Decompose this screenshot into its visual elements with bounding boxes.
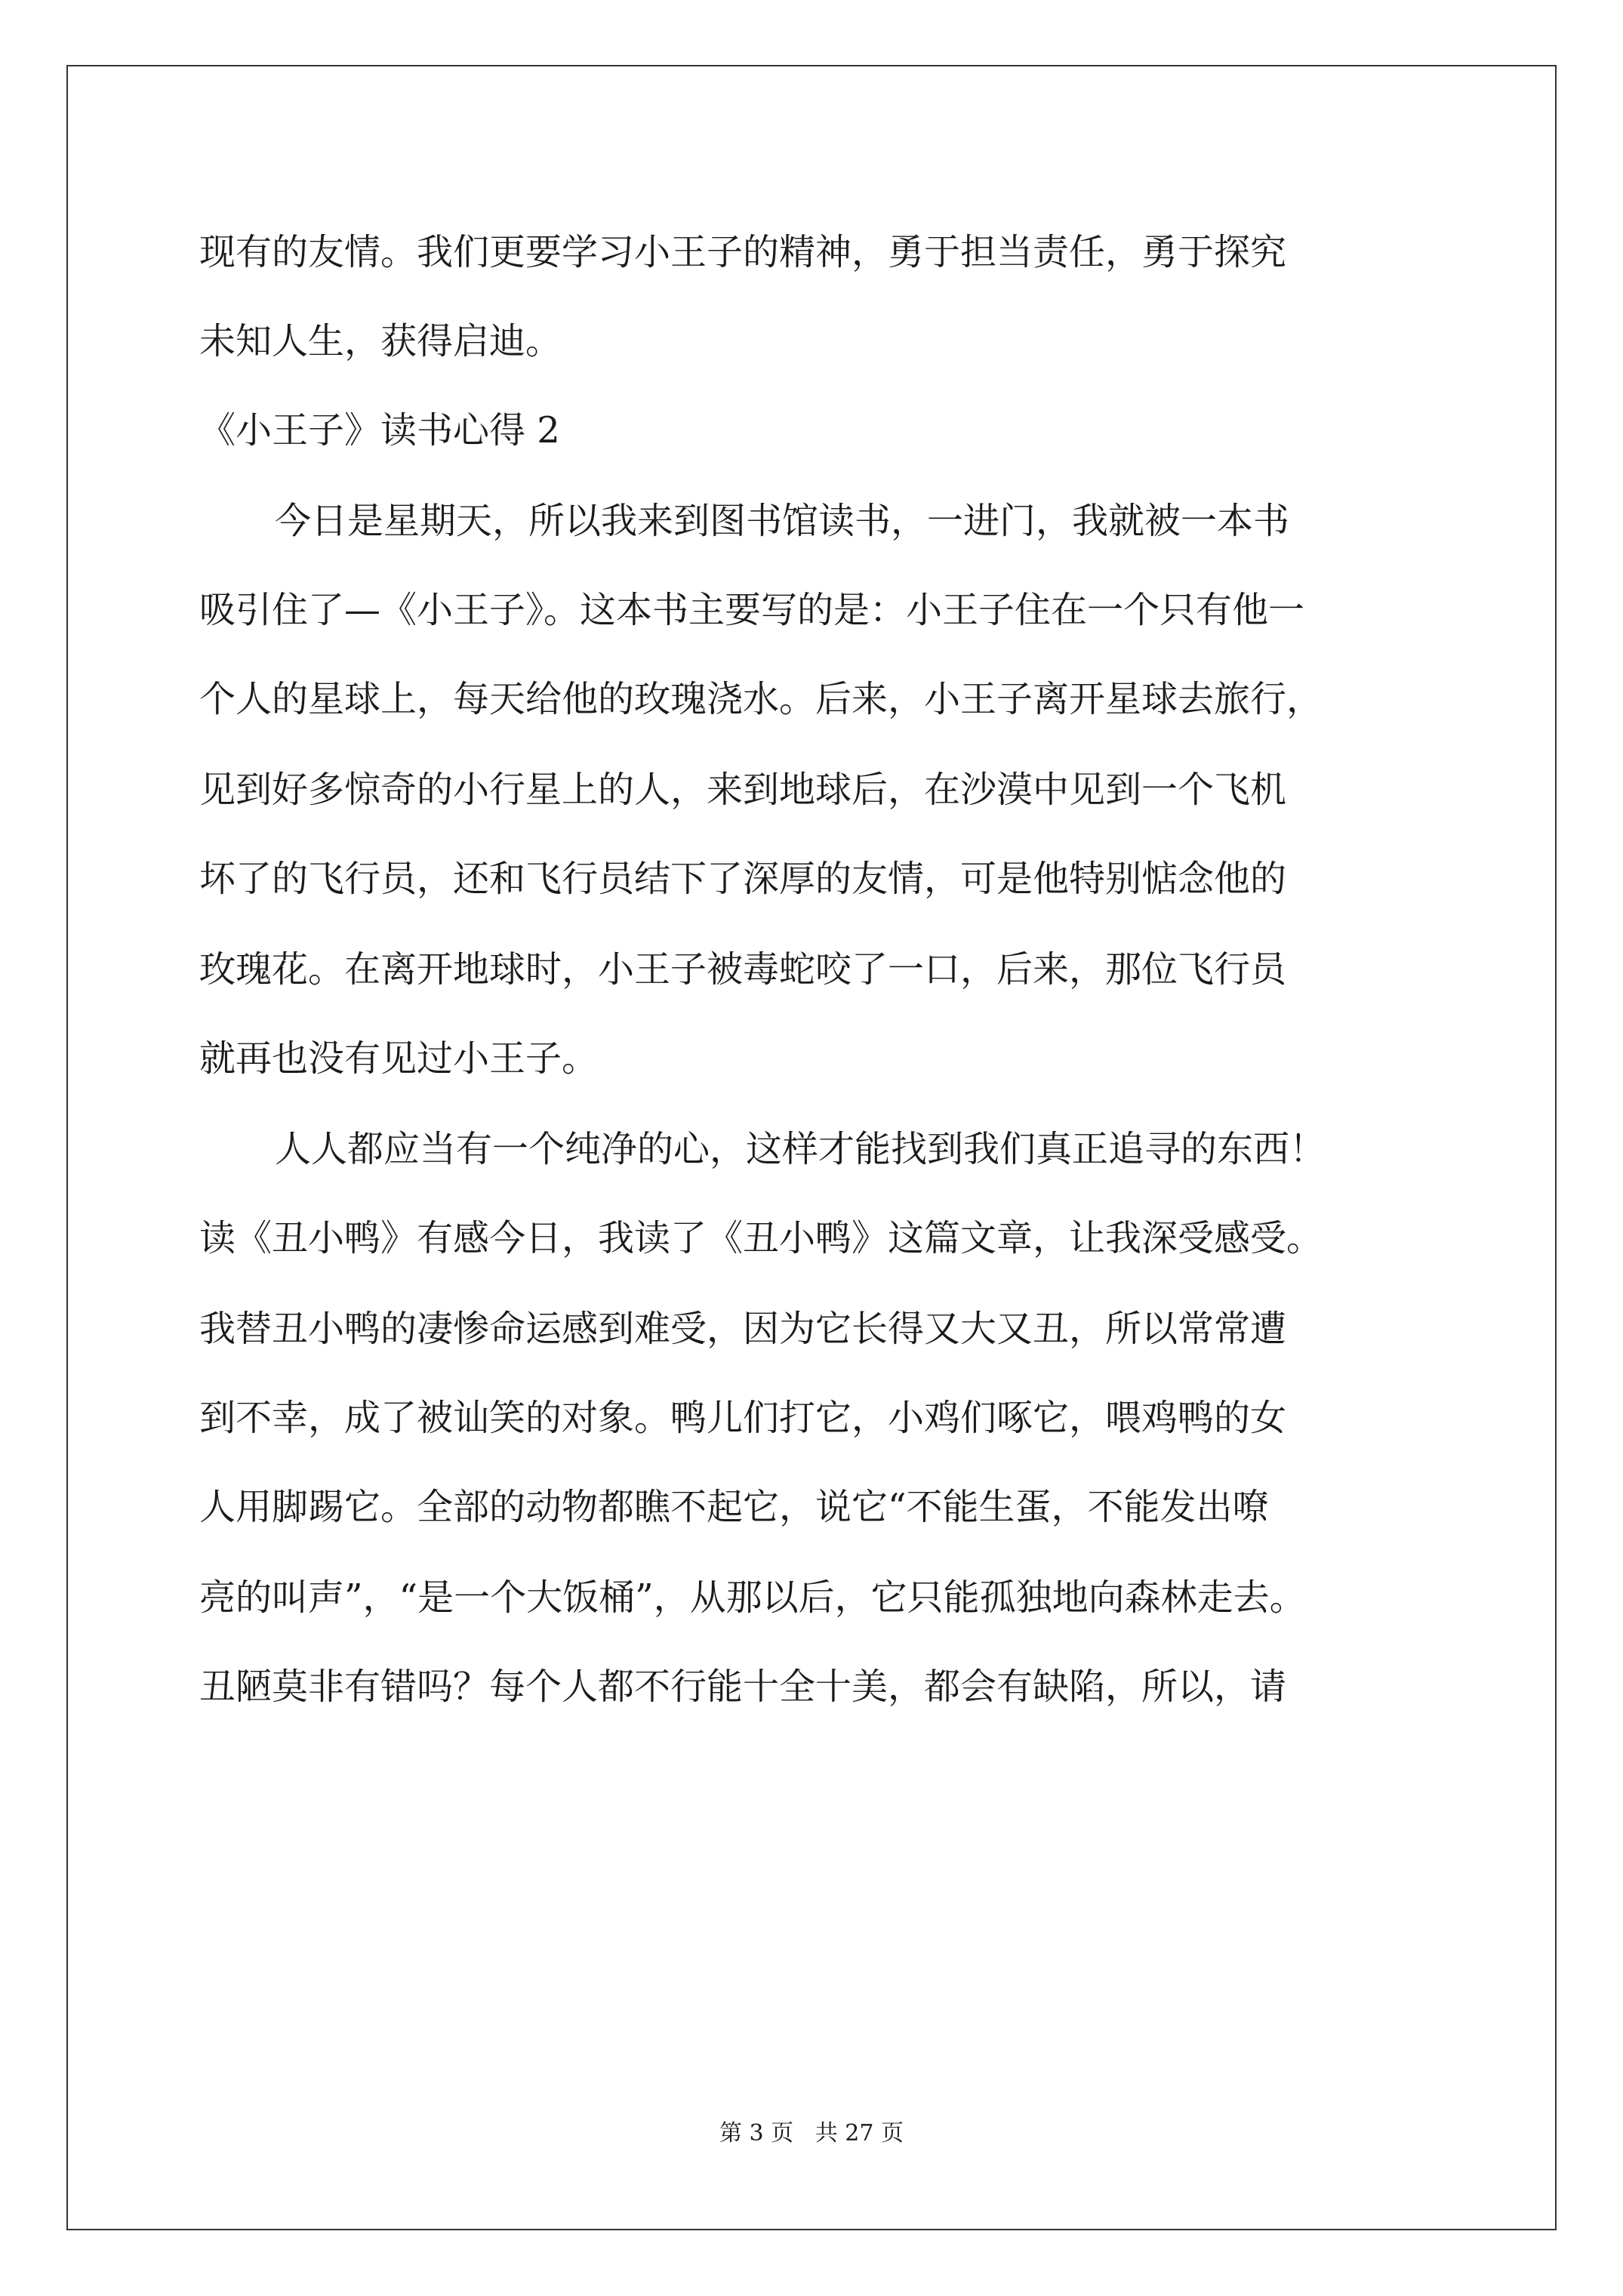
page-number: 第 3 页 <box>719 2120 794 2147</box>
page-footer <box>0 2114 1623 2147</box>
body-line: 到不幸，成了被讪笑的对象。鸭儿们打它，小鸡们啄它，喂鸡鸭的女 <box>199 1397 1287 1439</box>
body-line: 坏了的飞行员，还和飞行员结下了深厚的友情，可是他特别惦念他的 <box>199 858 1287 900</box>
body-line: 玫瑰花。在离开地球时，小王子被毒蛇咬了一口，后来，那位飞行员 <box>199 948 1287 991</box>
body-line: 未知人生，获得启迪。 <box>199 320 562 362</box>
body-line: 就再也没有见过小王子。 <box>199 1037 599 1080</box>
body-line: 人用脚踢它。全部的动物都瞧不起它，说它“不能生蛋，不能发出嘹 <box>199 1486 1269 1528</box>
body-line: 读《丑小鸭》有感今日，我读了《丑小鸭》这篇文章，让我深受感受。 <box>199 1217 1323 1259</box>
body-line: 亮的叫声”，“是一个大饭桶”，从那以后，它只能孤独地向森林走去。 <box>199 1576 1306 1619</box>
body-line: 人人都应当有一个纯净的心，这样才能找到我们真正追寻的东西！ <box>275 1128 1326 1170</box>
body-line: 吸引住了—《小王子》。这本书主要写的是：小王子住在一个只有他一 <box>199 589 1305 631</box>
body-line: 我替丑小鸭的凄惨命运感到难受，因为它长得又大又丑，所以常常遭 <box>199 1308 1287 1350</box>
body-line: 个人的星球上，每天给他的玫瑰浇水。后来，小王子离开星球去旅行， <box>199 678 1323 720</box>
body-line: 见到好多惊奇的小行星上的人，来到地球后，在沙漠中见到一个飞机 <box>199 769 1287 811</box>
section-heading: 《小王子》读书心得 2 <box>199 409 560 451</box>
body-line: 现有的友情。我们更要学习小王子的精神，勇于担当责任，勇于探究 <box>199 231 1287 273</box>
body-line: 丑陋莫非有错吗？每个人都不行能十全十美，都会有缺陷，所以，请 <box>199 1666 1287 1708</box>
page-total: 共 27 页 <box>815 2120 904 2147</box>
body-line: 今日是星期天，所以我来到图书馆读书，一进门，我就被一本书 <box>275 500 1290 542</box>
